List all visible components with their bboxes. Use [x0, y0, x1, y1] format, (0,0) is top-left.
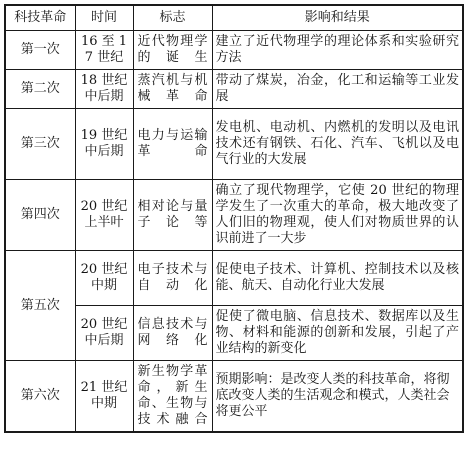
time-cell: 20 世纪中期 — [75, 251, 133, 306]
tech-revolution-table — [4, 4, 464, 433]
result-cell: 发电机、电动机、内燃机的发明以及电讯技术还有钢铁、石化、汽车、飞机以及电气行业的大发展 — [212, 109, 463, 180]
header-sign: 标志 — [133, 5, 212, 31]
revolution-cell: 第三次 — [5, 109, 75, 180]
header-row — [5, 5, 463, 31]
time-cell: 19 世纪中后期 — [75, 109, 133, 180]
revolution-cell: 第五次 — [5, 251, 75, 361]
time-cell: 20 世纪上半叶 — [75, 180, 133, 251]
time-cell: 16 至 17 世纪 — [75, 31, 133, 70]
sign-cell: 电力与运输革命 — [133, 109, 212, 180]
revolution-cell: 第二次 — [5, 70, 75, 109]
header-result: 影响和结果 — [212, 5, 463, 31]
result-cell: 确立了现代物理学，它使 20 世纪的物理学发生了一次重大的革命，极大地改变了人们旧的物理观，使人们对物质世界的认识前进了一大步 — [212, 180, 463, 251]
revolution-cell: 第四次 — [5, 180, 75, 251]
header-time: 时间 — [75, 5, 133, 31]
time-cell: 18 世纪中后期 — [75, 70, 133, 109]
table-row — [5, 180, 463, 251]
revolution-cell: 第一次 — [5, 31, 75, 70]
result-cell: 带动了煤炭，冶金，化工和运输等工业发展 — [212, 70, 463, 109]
header-revolution: 科技革命 — [5, 5, 75, 31]
sign-cell: 信息技术与网络化 — [133, 306, 212, 361]
table-row — [5, 109, 463, 180]
sign-cell: 新生物学革命，新生命、生物与技术融合 — [133, 361, 212, 433]
tech-revolution-table-container — [4, 4, 462, 433]
sign-cell: 电子技术与自动化 — [133, 251, 212, 306]
table-row — [5, 70, 463, 109]
time-cell: 20 世纪中后期 — [75, 306, 133, 361]
result-cell: 促使电子技术、计算机、控制技术以及核能、航天、自动化行业大发展 — [212, 251, 463, 306]
table-row — [5, 31, 463, 70]
sign-cell: 相对论与量子论等 — [133, 180, 212, 251]
sign-cell: 近代物理学的诞生 — [133, 31, 212, 70]
result-cell: 促使了微电脑、信息技术、数据库以及生物、材料和能源的创新和发展，引起了产业结构的新变化 — [212, 306, 463, 361]
sign-cell: 蒸汽机与机械革命 — [133, 70, 212, 109]
result-cell: 预期影响：是改变人类的科技革命，将彻底改变人类的生活观念和模式，人类社会将更公平 — [212, 361, 463, 433]
result-cell: 建立了近代物理学的理论体系和实验研究方法 — [212, 31, 463, 70]
revolution-cell: 第六次 — [5, 361, 75, 433]
table-row — [5, 361, 463, 433]
time-cell: 21 世纪中期 — [75, 361, 133, 433]
table-row — [5, 251, 463, 306]
